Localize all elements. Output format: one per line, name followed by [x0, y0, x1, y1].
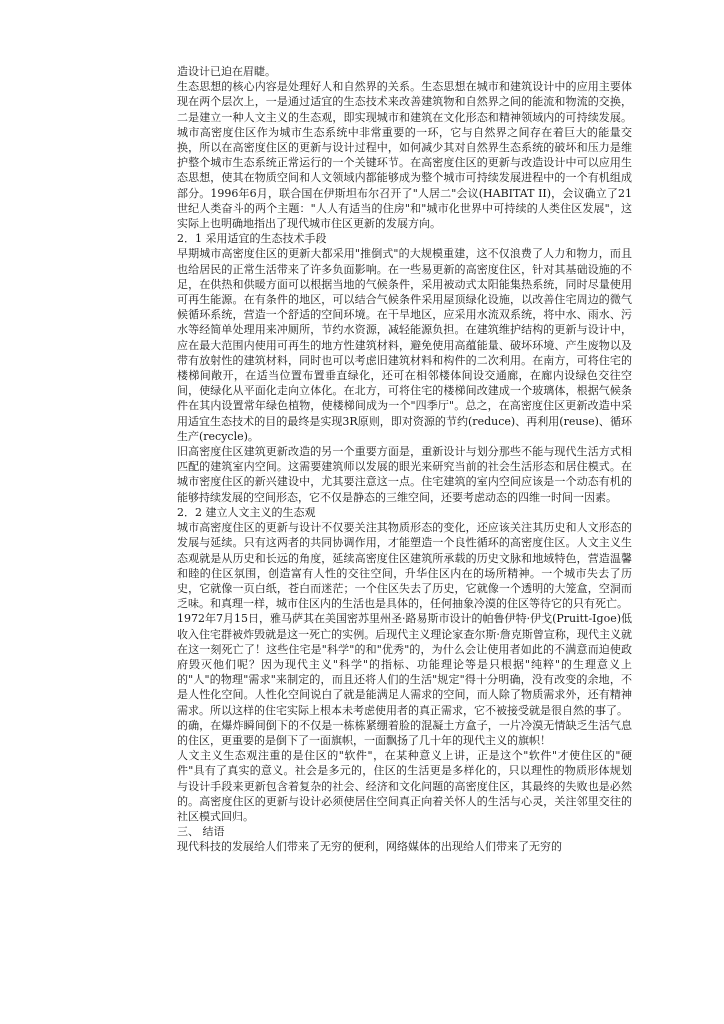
- section-heading: 2．1 采用适宜的生态技术手段: [177, 232, 327, 246]
- section-heading: 三、 结语: [177, 825, 225, 839]
- paragraph: 生态思想的核心内容是处理好人和自然界的关系。生态思想在城市和建筑设计中的应用主要体现在两个层次上，一是通过适宜的生态技术来改善建筑物和自然界之间的能流和物流的交换，二是建立一种人文主义的生态观，即实现城市和建筑在文化形态和精神领域内的可持续发展。城市高密度住区作为城市生态系统中非常重要的一环，它与自然界之间存在着巨大的能量交换，所以在高密度住区的更新与设计过程中，如何减少其对自然界生态系统的破坏和压力是维护整个城市生态系统正常运行的一个关键环节。在高密度住区的更新与改造设计中可以应用生态思想，使其在物质空间和人文领域内都能够成为整个城市可持续发展进程中的一个有机组成部分。1996年6月，联合国在伊斯坦布尔召开了"人居二"会议(HABITAT II)，会议确立了21世纪人类奋斗的两个主题："人人有适当的住房"和"城市化世界中可持续的人类住区发展"，这实际上也明确地指出了现代城市住区更新的发展方向。: [177, 80, 632, 231]
- section-heading: 2．2 建立人文主义的生态观: [177, 505, 316, 519]
- paragraph: 的确，在爆炸瞬间倒下的不仅是一栋栋紧绷着脸的混凝土方盒子，一片冷漠无情缺乏生活气息的住区，更重要的是倒下了一面旗帜，一面飘扬了几十年的现代主义的旗帜！: [177, 718, 632, 747]
- paragraph: 早期城市高密度住区的更新大都采用"推倒式"的大规模重建，这不仅浪费了人力和物力，而且也给居民的正常生活带来了许多负面影响。在一些易更新的高密度住区，针对其基础设施的不足，在供热和供暖方面可以根据当地的气候条件，采用被动式太阳能集热系统，同时尽量使用可再生能源。在有条件的地区，可以结合气候条件采用屋顶绿化设施，以改善住宅周边的微气候循环系统，营造一个舒适的空间环境。在干旱地区，应采用水流双系统，将中水、雨水、污水等经简单处理用来冲厕所，节约水资源，减轻能源负担。在建筑维护结构的更新与设计中，应在最大范围内使用可再生的地方性建筑材料，避免使用高蕴能量、破坏环境、产生废物以及带有放射性的建筑材料，同时也可以考虑旧建筑材料和构件的二次利用。在南方，可将住宅的楼梯间敞开，在适当位置布置垂直绿化，还可在相邻楼体间设交通廊，在廊内设绿色交往空间，使绿化从平面化走向立体化。在北方，可将住宅的楼梯间改建成一个玻璃体，根据气候条件在其内设置常年绿色植物，使楼梯间成为一个"四季厅"。总之，在高密度住区更新改造中采用适宜生态技术的目的最终是实现3R原则，即对资源的节约(reduce)、再利用(reuse)、循环生产(recycle)。: [177, 247, 632, 443]
- paragraph: 城市高密度住区的更新与设计不仅要关注其物质形态的变化，还应该关注其历史和人文形态的发展与延续。只有这两者的共同协调作用，才能塑造一个良性循环的高密度住区。人文主义生态观就是从历史和长远的角度，延续高密度住区建筑所承载的历史文脉和地域特色，营造温馨和睦的住区氛围，创造富有人性的交往空间，升华住区内在的场所精神。一个城市失去了历史，它就像一页白纸，苍白而迷茫；一个住区失去了历史，它就像一个透明的大笼盒，空洞而乏味。和真理一样，城市住区内的生活也是具体的，任何抽象冷漠的住区等待它的只有死亡。: [177, 521, 632, 611]
- paragraph: 现代科技的发展给人们带来了无穷的便利，网络媒体的出现给人们带来了无穷的: [177, 840, 562, 854]
- paragraph: 造设计已迫在眉睫。: [177, 65, 276, 78]
- paragraph: 1972年7月15日，雅马萨其在美国密苏里州圣·路易斯市设计的帕鲁伊特·伊戈(Pruitt-Igoe)低收入住宅群被炸毁就是这一死亡的实例。后现代主义理论家查尔斯·詹克斯曾宣称，现代主义就在这一刻死亡了！这些住宅是"科学"的和"优秀"的，为什么会让使用者如此的不满意而迫使政府毁灭他们呢？因为现代主义"科学"的指标、功能理论等是只根据"纯粹"的生理意义上的"人"的物理"需求"来制定的，而且还将人们的生活"规定"得十分明确，没有改变的余地，不是人性化空间。人性化空间说白了就是能满足人需求的空间，而人除了物质需求外，还有精神需求。所以这样的住宅实际上根本未考虑使用者的真正需求，它不被接受就是很自然的事了。: [177, 612, 632, 717]
- paragraph: 人文主义生态观注重的是住区的"软件"，在某种意义上讲，正是这个"软件"才使住区的"硬件"具有了真实的意义。社会是多元的，住区的生活更是多样化的，只以理性的物质形体规划与设计手段来更新包含着复杂的社会、经济和文化问题的高密度住区，其最终的失败也是必然的。高密度住区的更新与设计必须使居住空间真正向着关怀人的生活与心灵，关注邻里交往的社区模式回归。: [177, 749, 632, 823]
- paragraph: 旧高密度住区建筑更新改造的另一个重要方面是，重新设计与划分那些不能与现代生活方式相匹配的建筑室内空间。这需要建筑师以发展的眼光来研究当前的社会生活形态和居住模式。在城市密度住区的新兴建设中，尤其要注意这一点。住宅建筑的室内空间应该是一个动态有机的能够持续发展的空间形态，它不仅是静态的三维空间，还要考虑动态的四维一时间一因素。: [177, 445, 632, 504]
